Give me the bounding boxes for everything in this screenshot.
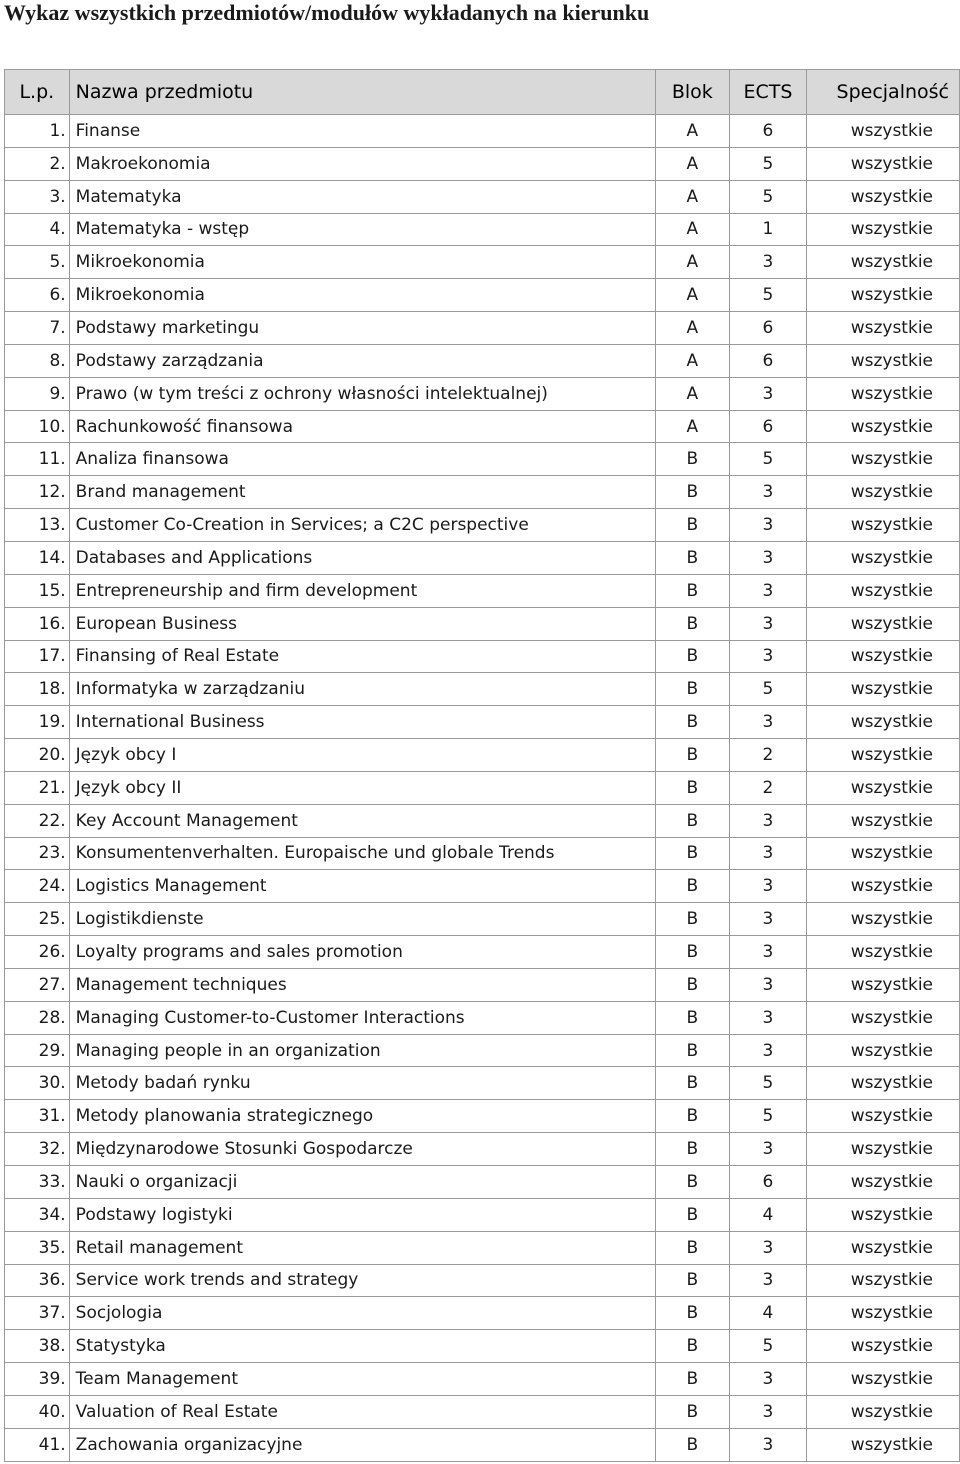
block-cell: B bbox=[656, 1395, 730, 1428]
block-cell: B bbox=[656, 1034, 730, 1067]
ects-cell: 3 bbox=[729, 640, 807, 673]
row-number: 24. bbox=[5, 870, 70, 903]
row-number: 8. bbox=[5, 344, 70, 377]
table-row bbox=[5, 377, 960, 410]
specialty-cell: wszystkie bbox=[807, 673, 960, 706]
specialty-cell: wszystkie bbox=[807, 1297, 960, 1330]
subject-name: Nauki o organizacji bbox=[69, 1166, 655, 1199]
ects-cell: 3 bbox=[729, 246, 807, 279]
block-cell: B bbox=[656, 804, 730, 837]
ects-cell: 5 bbox=[729, 443, 807, 476]
row-number: 13. bbox=[5, 509, 70, 542]
block-cell: B bbox=[656, 1231, 730, 1264]
block-cell: A bbox=[656, 147, 730, 180]
ects-cell: 3 bbox=[729, 804, 807, 837]
specialty-cell: wszystkie bbox=[807, 180, 960, 213]
table-row bbox=[5, 1395, 960, 1428]
ects-cell: 3 bbox=[729, 607, 807, 640]
subject-name: Metody planowania strategicznego bbox=[69, 1100, 655, 1133]
table-row bbox=[5, 344, 960, 377]
specialty-cell: wszystkie bbox=[807, 1330, 960, 1363]
row-number: 34. bbox=[5, 1198, 70, 1231]
block-cell: A bbox=[656, 344, 730, 377]
row-number: 31. bbox=[5, 1100, 70, 1133]
subject-name: Valuation of Real Estate bbox=[69, 1395, 655, 1428]
subject-name: Konsumentenverhalten. Europaische und globale Trends bbox=[69, 837, 655, 870]
ects-cell: 3 bbox=[729, 837, 807, 870]
table-row bbox=[5, 509, 960, 542]
ects-cell: 6 bbox=[729, 312, 807, 345]
specialty-cell: wszystkie bbox=[807, 1001, 960, 1034]
subject-name: Finansing of Real Estate bbox=[69, 640, 655, 673]
ects-cell: 1 bbox=[729, 213, 807, 246]
subject-name: Brand management bbox=[69, 476, 655, 509]
ects-cell: 3 bbox=[729, 968, 807, 1001]
subject-name: Management techniques bbox=[69, 968, 655, 1001]
block-cell: B bbox=[656, 1001, 730, 1034]
ects-cell: 3 bbox=[729, 1428, 807, 1461]
table-row bbox=[5, 640, 960, 673]
specialty-cell: wszystkie bbox=[807, 377, 960, 410]
table-row bbox=[5, 936, 960, 969]
block-cell: B bbox=[656, 1133, 730, 1166]
ects-cell: 2 bbox=[729, 771, 807, 804]
ects-cell: 3 bbox=[729, 1034, 807, 1067]
subject-name: Mikroekonomia bbox=[69, 279, 655, 312]
ects-cell: 6 bbox=[729, 410, 807, 443]
specialty-cell: wszystkie bbox=[807, 968, 960, 1001]
subject-name: Team Management bbox=[69, 1363, 655, 1396]
ects-cell: 3 bbox=[729, 377, 807, 410]
block-cell: B bbox=[656, 1363, 730, 1396]
table-row bbox=[5, 443, 960, 476]
subject-name: Analiza finansowa bbox=[69, 443, 655, 476]
block-cell: B bbox=[656, 476, 730, 509]
subject-name: Mikroekonomia bbox=[69, 246, 655, 279]
row-number: 21. bbox=[5, 771, 70, 804]
row-number: 23. bbox=[5, 837, 70, 870]
table-row bbox=[5, 476, 960, 509]
row-number: 3. bbox=[5, 180, 70, 213]
subject-name: Socjologia bbox=[69, 1297, 655, 1330]
table-row bbox=[5, 1231, 960, 1264]
table-body bbox=[5, 115, 960, 1462]
table-row bbox=[5, 968, 960, 1001]
subject-name: European Business bbox=[69, 607, 655, 640]
subject-name: Managing Customer-to-Customer Interactions bbox=[69, 1001, 655, 1034]
specialty-cell: wszystkie bbox=[807, 312, 960, 345]
ects-cell: 3 bbox=[729, 1395, 807, 1428]
header-lp: L.p. bbox=[5, 70, 70, 115]
subject-name: Rachunkowość finansowa bbox=[69, 410, 655, 443]
row-number: 26. bbox=[5, 936, 70, 969]
subject-name: Makroekonomia bbox=[69, 147, 655, 180]
table-row bbox=[5, 837, 960, 870]
block-cell: A bbox=[656, 180, 730, 213]
specialty-cell: wszystkie bbox=[807, 279, 960, 312]
block-cell: B bbox=[656, 739, 730, 772]
table-row bbox=[5, 180, 960, 213]
specialty-cell: wszystkie bbox=[807, 115, 960, 148]
row-number: 35. bbox=[5, 1231, 70, 1264]
row-number: 37. bbox=[5, 1297, 70, 1330]
ects-cell: 4 bbox=[729, 1198, 807, 1231]
specialty-cell: wszystkie bbox=[807, 1133, 960, 1166]
table-row bbox=[5, 706, 960, 739]
row-number: 1. bbox=[5, 115, 70, 148]
block-cell: B bbox=[656, 706, 730, 739]
specialty-cell: wszystkie bbox=[807, 509, 960, 542]
row-number: 25. bbox=[5, 903, 70, 936]
subjects-table bbox=[4, 69, 960, 1462]
specialty-cell: wszystkie bbox=[807, 1067, 960, 1100]
ects-cell: 3 bbox=[729, 903, 807, 936]
row-number: 17. bbox=[5, 640, 70, 673]
block-cell: B bbox=[656, 1264, 730, 1297]
block-cell: B bbox=[656, 936, 730, 969]
subject-name: Key Account Management bbox=[69, 804, 655, 837]
table-row bbox=[5, 1428, 960, 1461]
row-number: 18. bbox=[5, 673, 70, 706]
row-number: 30. bbox=[5, 1067, 70, 1100]
block-cell: A bbox=[656, 115, 730, 148]
header-name: Nazwa przedmiotu bbox=[69, 70, 655, 115]
row-number: 40. bbox=[5, 1395, 70, 1428]
table-row bbox=[5, 1001, 960, 1034]
table-row bbox=[5, 1100, 960, 1133]
specialty-cell: wszystkie bbox=[807, 870, 960, 903]
ects-cell: 5 bbox=[729, 1067, 807, 1100]
block-cell: B bbox=[656, 1100, 730, 1133]
block-cell: B bbox=[656, 771, 730, 804]
subject-name: Loyalty programs and sales promotion bbox=[69, 936, 655, 969]
subject-name: Finanse bbox=[69, 115, 655, 148]
specialty-cell: wszystkie bbox=[807, 1395, 960, 1428]
subject-name: Podstawy logistyki bbox=[69, 1198, 655, 1231]
row-number: 6. bbox=[5, 279, 70, 312]
row-number: 2. bbox=[5, 147, 70, 180]
table-row bbox=[5, 410, 960, 443]
specialty-cell: wszystkie bbox=[807, 640, 960, 673]
ects-cell: 6 bbox=[729, 344, 807, 377]
specialty-cell: wszystkie bbox=[807, 804, 960, 837]
block-cell: B bbox=[656, 903, 730, 936]
header-blok: Blok bbox=[656, 70, 730, 115]
specialty-cell: wszystkie bbox=[807, 706, 960, 739]
ects-cell: 3 bbox=[729, 1133, 807, 1166]
table-row bbox=[5, 574, 960, 607]
specialty-cell: wszystkie bbox=[807, 1264, 960, 1297]
specialty-cell: wszystkie bbox=[807, 1363, 960, 1396]
table-row bbox=[5, 1330, 960, 1363]
subject-name: Informatyka w zarządzaniu bbox=[69, 673, 655, 706]
row-number: 10. bbox=[5, 410, 70, 443]
subject-name: Zachowania organizacyjne bbox=[69, 1428, 655, 1461]
ects-cell: 3 bbox=[729, 1264, 807, 1297]
table-row bbox=[5, 903, 960, 936]
specialty-cell: wszystkie bbox=[807, 771, 960, 804]
block-cell: B bbox=[656, 1166, 730, 1199]
specialty-cell: wszystkie bbox=[807, 1198, 960, 1231]
table-row bbox=[5, 1297, 960, 1330]
ects-cell: 3 bbox=[729, 870, 807, 903]
block-cell: A bbox=[656, 213, 730, 246]
subject-name: Matematyka bbox=[69, 180, 655, 213]
row-number: 11. bbox=[5, 443, 70, 476]
block-cell: B bbox=[656, 1198, 730, 1231]
row-number: 14. bbox=[5, 541, 70, 574]
ects-cell: 3 bbox=[729, 1363, 807, 1396]
block-cell: A bbox=[656, 246, 730, 279]
row-number: 38. bbox=[5, 1330, 70, 1363]
subject-name: Międzynarodowe Stosunki Gospodarcze bbox=[69, 1133, 655, 1166]
ects-cell: 4 bbox=[729, 1297, 807, 1330]
block-cell: B bbox=[656, 673, 730, 706]
specialty-cell: wszystkie bbox=[807, 1166, 960, 1199]
row-number: 33. bbox=[5, 1166, 70, 1199]
row-number: 20. bbox=[5, 739, 70, 772]
subject-name: Service work trends and strategy bbox=[69, 1264, 655, 1297]
block-cell: B bbox=[656, 607, 730, 640]
row-number: 9. bbox=[5, 377, 70, 410]
subject-name: Statystyka bbox=[69, 1330, 655, 1363]
subject-name: Matematyka - wstęp bbox=[69, 213, 655, 246]
subject-name: Databases and Applications bbox=[69, 541, 655, 574]
table-row bbox=[5, 771, 960, 804]
specialty-cell: wszystkie bbox=[807, 147, 960, 180]
table-row bbox=[5, 739, 960, 772]
table-row bbox=[5, 1133, 960, 1166]
table-header-row bbox=[5, 70, 960, 115]
block-cell: B bbox=[656, 1428, 730, 1461]
row-number: 15. bbox=[5, 574, 70, 607]
row-number: 7. bbox=[5, 312, 70, 345]
subject-name: Podstawy marketingu bbox=[69, 312, 655, 345]
row-number: 19. bbox=[5, 706, 70, 739]
block-cell: B bbox=[656, 443, 730, 476]
specialty-cell: wszystkie bbox=[807, 837, 960, 870]
block-cell: B bbox=[656, 968, 730, 1001]
table-row bbox=[5, 279, 960, 312]
subject-name: Managing people in an organization bbox=[69, 1034, 655, 1067]
block-cell: B bbox=[656, 541, 730, 574]
table-row bbox=[5, 1264, 960, 1297]
block-cell: B bbox=[656, 1330, 730, 1363]
specialty-cell: wszystkie bbox=[807, 1100, 960, 1133]
ects-cell: 3 bbox=[729, 509, 807, 542]
table-row bbox=[5, 1034, 960, 1067]
row-number: 5. bbox=[5, 246, 70, 279]
specialty-cell: wszystkie bbox=[807, 443, 960, 476]
ects-cell: 5 bbox=[729, 673, 807, 706]
specialty-cell: wszystkie bbox=[807, 936, 960, 969]
table-row bbox=[5, 213, 960, 246]
block-cell: B bbox=[656, 574, 730, 607]
ects-cell: 3 bbox=[729, 476, 807, 509]
row-number: 28. bbox=[5, 1001, 70, 1034]
row-number: 16. bbox=[5, 607, 70, 640]
specialty-cell: wszystkie bbox=[807, 410, 960, 443]
ects-cell: 5 bbox=[729, 147, 807, 180]
block-cell: B bbox=[656, 870, 730, 903]
block-cell: B bbox=[656, 837, 730, 870]
specialty-cell: wszystkie bbox=[807, 476, 960, 509]
subject-name: Logistikdienste bbox=[69, 903, 655, 936]
specialty-cell: wszystkie bbox=[807, 739, 960, 772]
row-number: 41. bbox=[5, 1428, 70, 1461]
table-row bbox=[5, 804, 960, 837]
block-cell: A bbox=[656, 410, 730, 443]
table-row bbox=[5, 541, 960, 574]
specialty-cell: wszystkie bbox=[807, 1034, 960, 1067]
row-number: 4. bbox=[5, 213, 70, 246]
ects-cell: 3 bbox=[729, 574, 807, 607]
subject-name: Entrepreneurship and firm development bbox=[69, 574, 655, 607]
row-number: 32. bbox=[5, 1133, 70, 1166]
specialty-cell: wszystkie bbox=[807, 541, 960, 574]
header-ects: ECTS bbox=[729, 70, 807, 115]
block-cell: B bbox=[656, 640, 730, 673]
subject-name: Logistics Management bbox=[69, 870, 655, 903]
subject-name: Język obcy I bbox=[69, 739, 655, 772]
row-number: 39. bbox=[5, 1363, 70, 1396]
specialty-cell: wszystkie bbox=[807, 344, 960, 377]
ects-cell: 2 bbox=[729, 739, 807, 772]
block-cell: B bbox=[656, 1067, 730, 1100]
subject-name: Język obcy II bbox=[69, 771, 655, 804]
subject-name: Retail management bbox=[69, 1231, 655, 1264]
block-cell: A bbox=[656, 312, 730, 345]
row-number: 22. bbox=[5, 804, 70, 837]
ects-cell: 6 bbox=[729, 115, 807, 148]
subject-name: Prawo (w tym treści z ochrony własności intelektualnej) bbox=[69, 377, 655, 410]
block-cell: A bbox=[656, 279, 730, 312]
table-row bbox=[5, 1198, 960, 1231]
row-number: 29. bbox=[5, 1034, 70, 1067]
table-row bbox=[5, 312, 960, 345]
table-row bbox=[5, 115, 960, 148]
table-row bbox=[5, 870, 960, 903]
ects-cell: 3 bbox=[729, 541, 807, 574]
row-number: 36. bbox=[5, 1264, 70, 1297]
block-cell: B bbox=[656, 509, 730, 542]
specialty-cell: wszystkie bbox=[807, 607, 960, 640]
header-specjalnosc: Specjalność bbox=[807, 70, 960, 115]
specialty-cell: wszystkie bbox=[807, 1231, 960, 1264]
ects-cell: 3 bbox=[729, 1231, 807, 1264]
row-number: 27. bbox=[5, 968, 70, 1001]
subject-name: Metody badań rynku bbox=[69, 1067, 655, 1100]
specialty-cell: wszystkie bbox=[807, 574, 960, 607]
ects-cell: 3 bbox=[729, 936, 807, 969]
ects-cell: 5 bbox=[729, 279, 807, 312]
table-row bbox=[5, 673, 960, 706]
table-row bbox=[5, 1363, 960, 1396]
subject-name: Customer Co-Creation in Services; a C2C perspective bbox=[69, 509, 655, 542]
specialty-cell: wszystkie bbox=[807, 213, 960, 246]
table-row bbox=[5, 147, 960, 180]
table-row bbox=[5, 607, 960, 640]
table-row bbox=[5, 1166, 960, 1199]
row-number: 12. bbox=[5, 476, 70, 509]
specialty-cell: wszystkie bbox=[807, 246, 960, 279]
ects-cell: 3 bbox=[729, 1001, 807, 1034]
specialty-cell: wszystkie bbox=[807, 1428, 960, 1461]
ects-cell: 5 bbox=[729, 1330, 807, 1363]
ects-cell: 3 bbox=[729, 706, 807, 739]
subject-name: International Business bbox=[69, 706, 655, 739]
ects-cell: 5 bbox=[729, 180, 807, 213]
block-cell: A bbox=[656, 377, 730, 410]
block-cell: B bbox=[656, 1297, 730, 1330]
document-title: Wykaz wszystkich przedmiotów/modułów wykładanych na kierunku bbox=[4, 0, 650, 25]
table-row bbox=[5, 1067, 960, 1100]
subject-name: Podstawy zarządzania bbox=[69, 344, 655, 377]
ects-cell: 6 bbox=[729, 1166, 807, 1199]
specialty-cell: wszystkie bbox=[807, 903, 960, 936]
table-row bbox=[5, 246, 960, 279]
ects-cell: 5 bbox=[729, 1100, 807, 1133]
